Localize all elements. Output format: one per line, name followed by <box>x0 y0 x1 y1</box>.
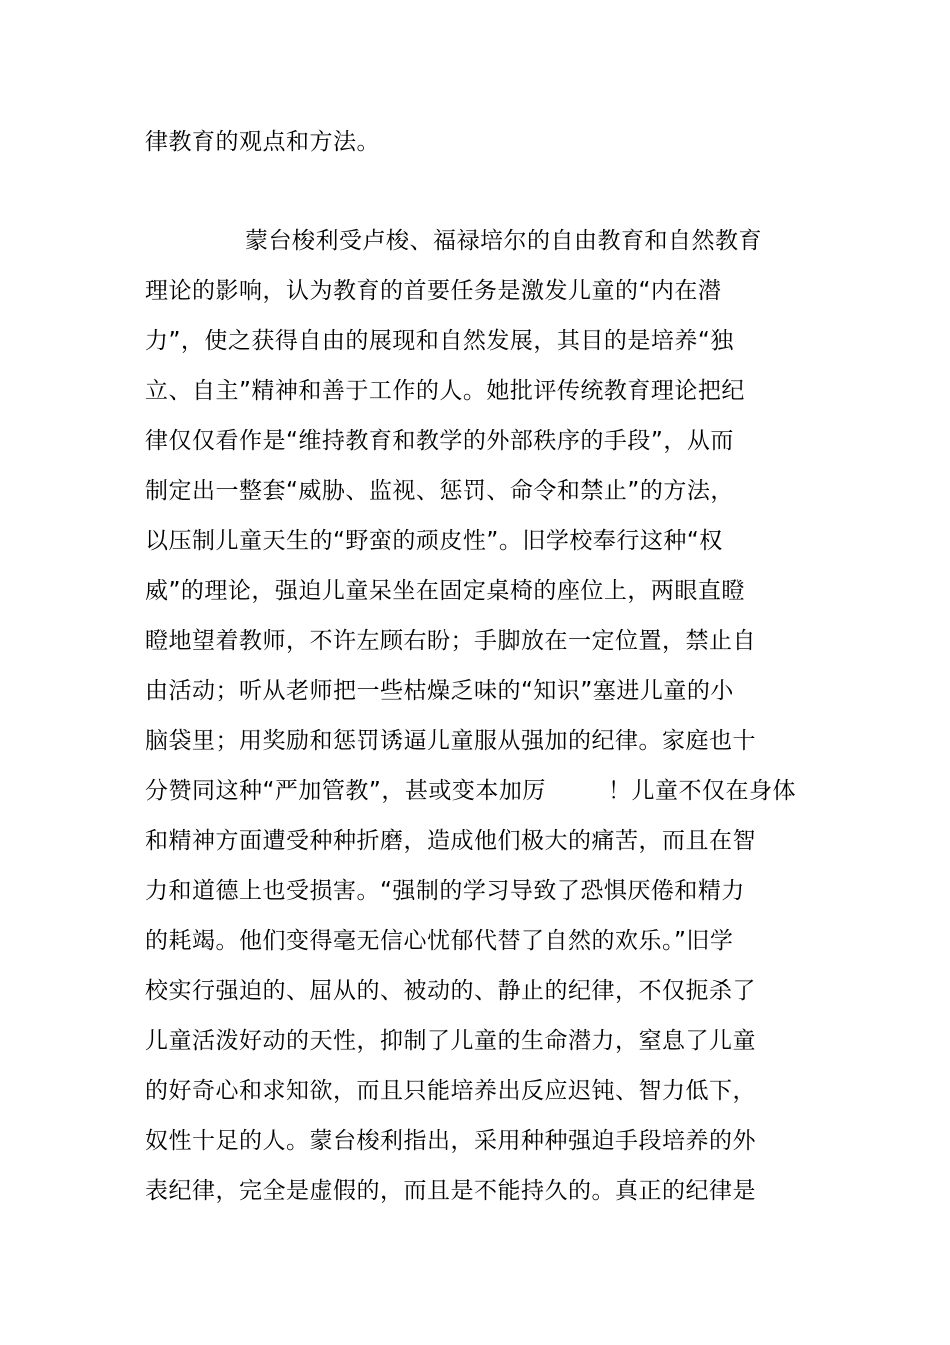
text-line-15: 力和道德上也受损害。“强制的学习导致了恐惧厌倦和精力 <box>145 878 745 904</box>
text-line-4: 力”，使之获得自由的展现和自然发展，其目的是培养“独 <box>145 328 734 354</box>
text-line-6: 律仅仅看作是“维持教育和教学的外部秩序的手段”，从而 <box>145 428 734 454</box>
text-line-12: 脑袋里；用奖励和惩罚诱逼儿童服从强加的纪律。家庭也十 <box>145 728 756 754</box>
text-line-3: 理论的影响，认为教育的首要任务是激发儿童的“内在潜 <box>145 278 722 304</box>
text-line-5: 立、自主”精神和善于工作的人。她批评传统教育理论把纪 <box>145 378 745 404</box>
text-line-21: 表纪律，完全是虚假的，而且是不能持久的。真正的纪律是 <box>145 1178 756 1204</box>
text-line-16: 的耗竭。他们变得毫无信心忧郁代替了自然的欢乐。”旧学 <box>145 928 734 954</box>
text-line-8: 以压制儿童天生的“野蛮的顽皮性”。旧学校奉行这种“权 <box>145 528 723 554</box>
text-line-19: 的好奇心和求知欲，而且只能培养出反应迟钝、智力低下， <box>145 1078 756 1104</box>
paragraph-first-line: 蒙台梭利受卢梭、福禄培尔的自由教育和自然教育 <box>245 228 762 254</box>
text-line-9: 威”的理论，强迫儿童呆坐在固定桌椅的座位上，两眼直瞪 <box>145 578 745 604</box>
text-line-11: 由活动；听从老师把一些枯燥乏味的“知识”塞进儿童的小 <box>145 678 734 704</box>
text-line-10: 瞪地望着教师，不许左顾右盼；手脚放在一定位置，禁止自 <box>145 628 756 654</box>
text-line-13b: ！儿童不仅在身体 <box>608 778 796 804</box>
text-line-18: 儿童活泼好动的天性，抑制了儿童的生命潜力，窒息了儿童 <box>145 1028 756 1054</box>
text-line-1: 律教育的观点和方法。 <box>145 129 380 155</box>
text-line-20: 奴性十足的人。蒙台梭利指出，采用种种强迫手段培养的外 <box>145 1128 756 1154</box>
text-line-17: 校实行强迫的、屈从的、被动的、静止的纪律，不仅扼杀了 <box>145 978 756 1004</box>
text-line-14: 和精神方面遭受种种折磨，造成他们极大的痛苦，而且在智 <box>145 828 756 854</box>
text-line-7: 制定出一整套“威胁、监视、惩罚、命令和禁止”的方法， <box>145 478 734 504</box>
text-line-13a: 分赞同这种“严加管教”，甚或变本加厉 <box>145 778 546 804</box>
